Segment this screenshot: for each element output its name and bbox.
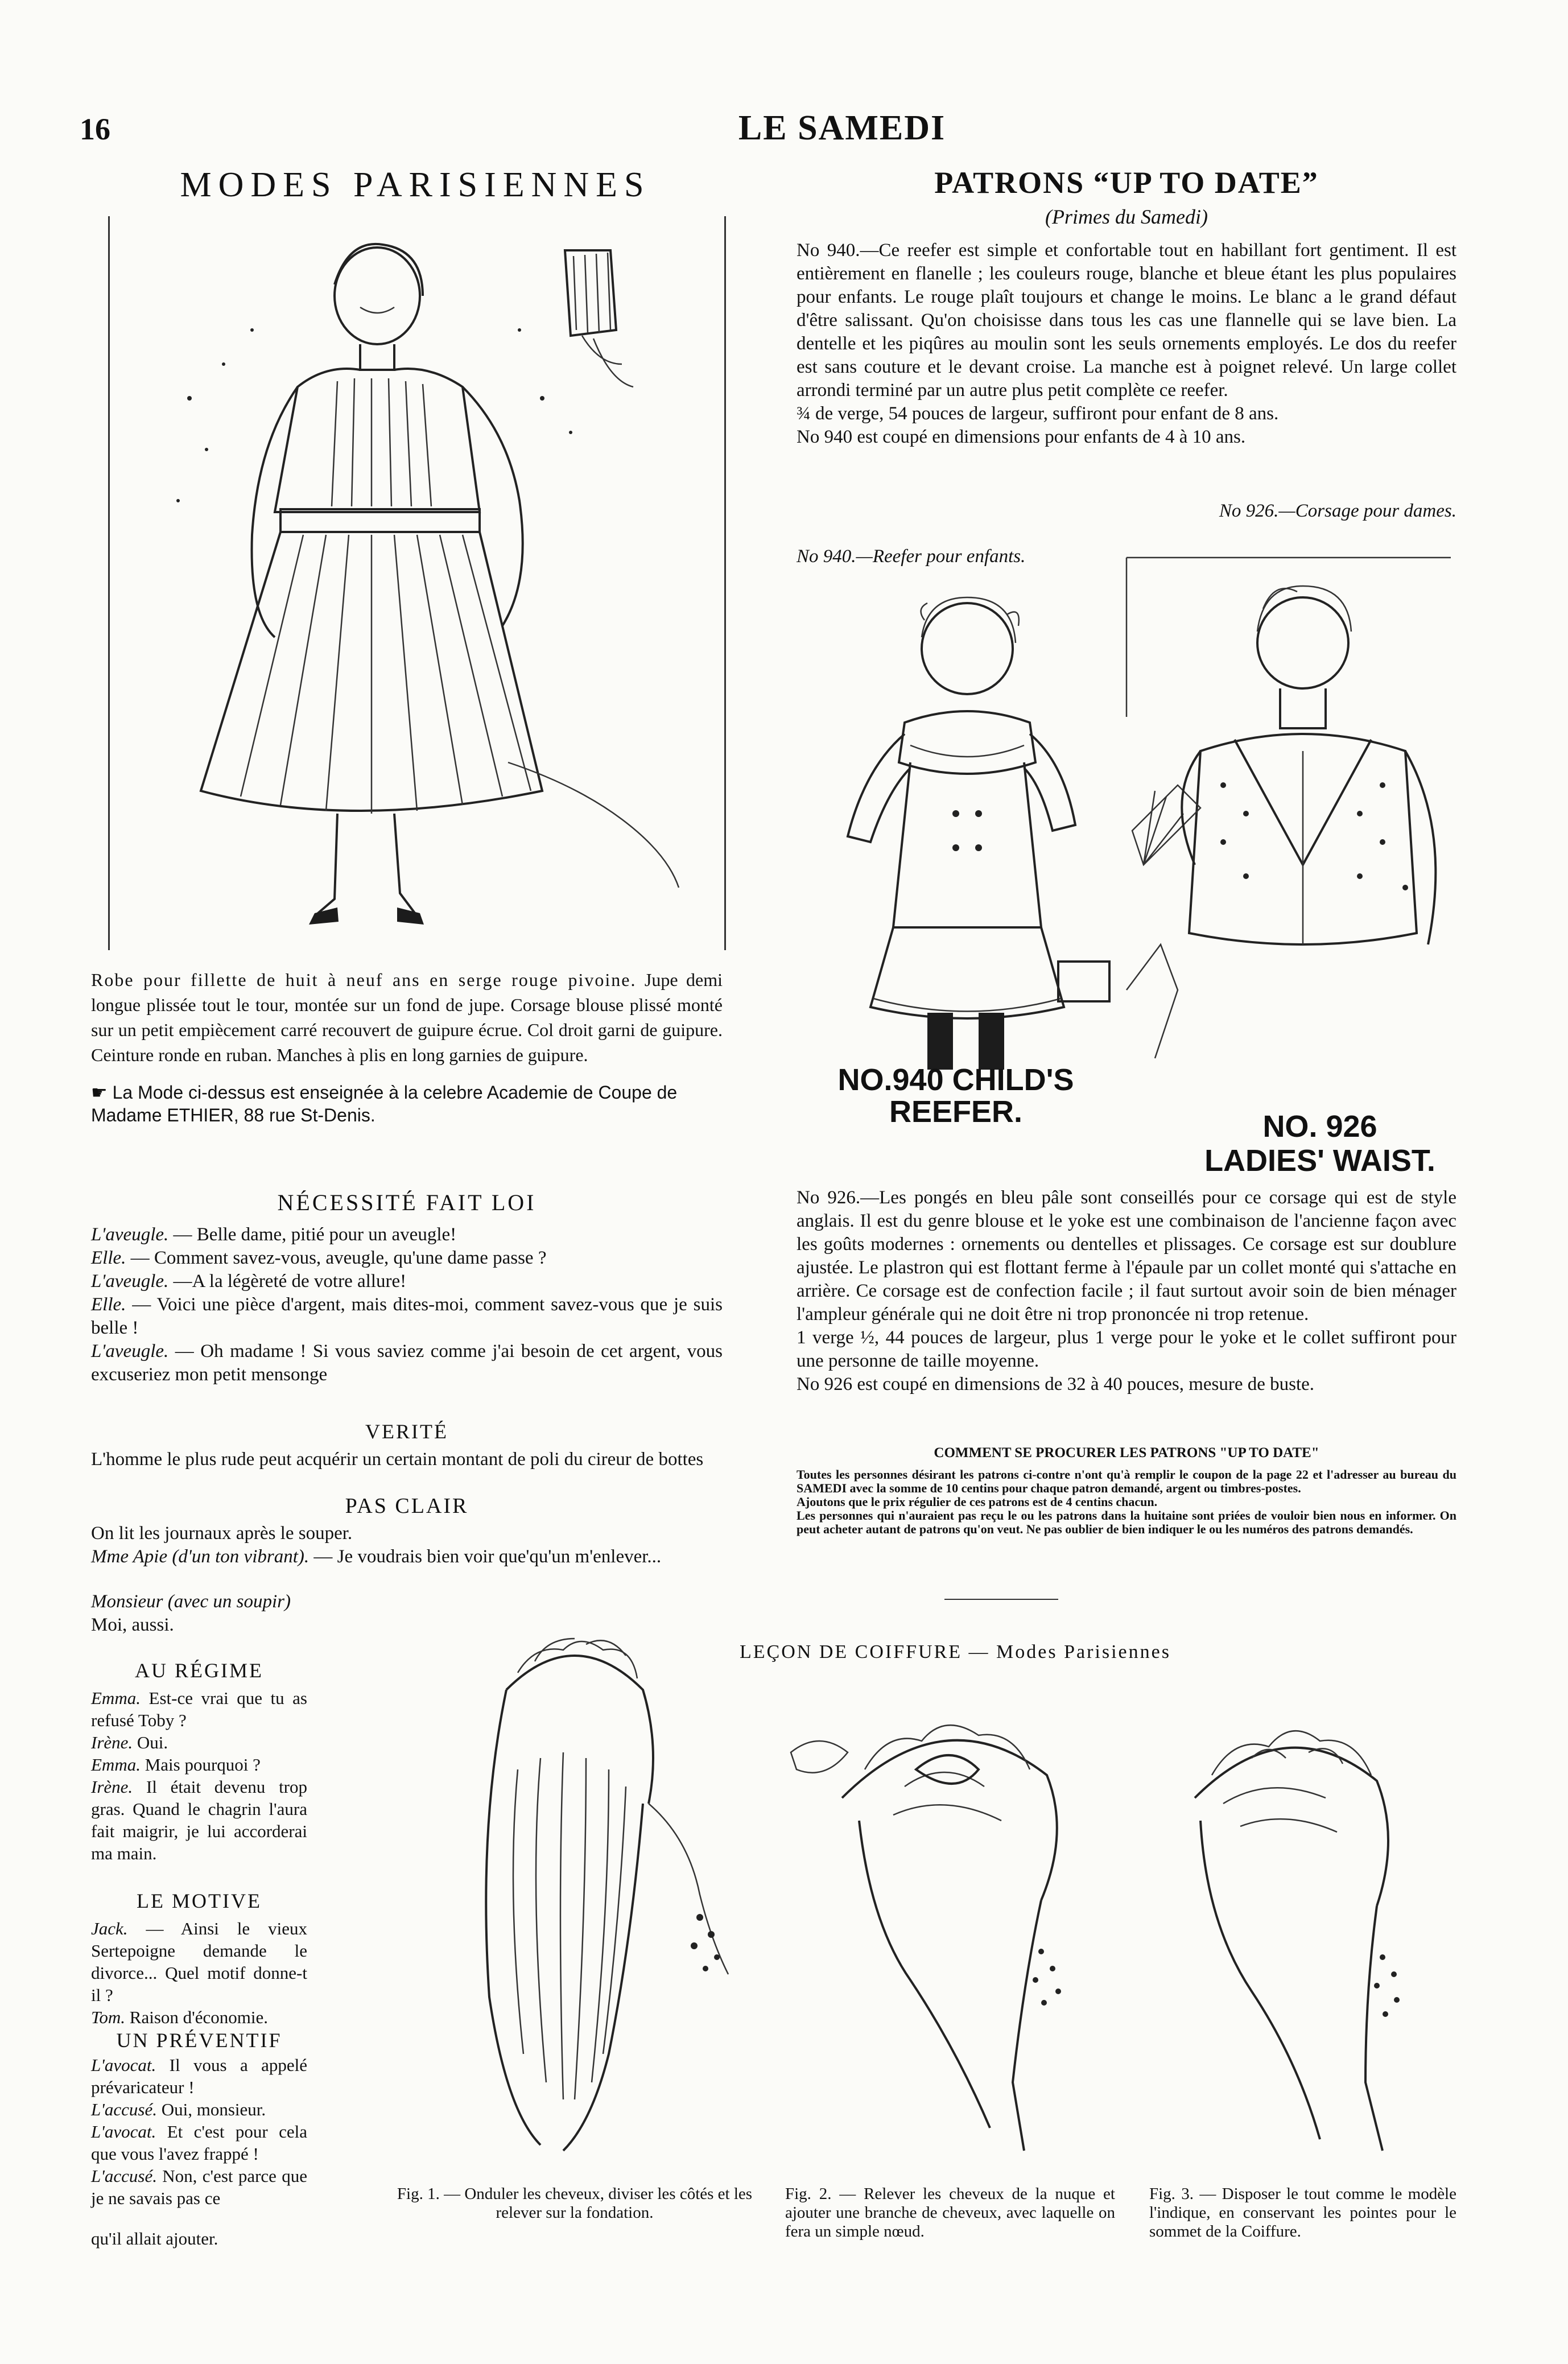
dialogue-line: L'accusé. Oui, monsieur. [91,2099,266,2119]
hairstyle-fig3-illustration [1138,1684,1456,2173]
dialogue-line: Emma. Mais pourquoi ? [91,1755,261,1775]
regime-title: AU RÉGIME [135,1659,263,1682]
child-reefer-caption [808,1064,1104,1128]
dialogue-line: Elle. — Voici une pièce d'argent, mais dites-moi, comment savez-vous que je suis belle ! [91,1294,723,1338]
preventif-dialogue [91,2054,307,2209]
patron-940-yardage: ¾ de verge, 54 pouces de largeur, suffiront pour enfant de 8 ans. [797,403,1279,424]
dialogue-line: On lit les journaux après le souper. [91,1523,353,1544]
ladies-caption-line2: LADIES' WAIST. [1204,1144,1435,1178]
fig3-caption: Fig. 3. — Disposer le tout comme le modèle l'indique, en conservant les pointes pour le sommet de la Coiffure. [1149,2185,1456,2241]
ladies-waist-caption [1172,1109,1468,1178]
ethier-note-text: La Mode ci-dessus est enseignée à la celebre Academie de Coupe de Madame ETHIER, 88 rue St-Denis. [91,1082,678,1125]
comment-paragraph-1: Toutes les personnes désirant les patrons ci-contre n'ont qu'à remplir le coupon de la page 22 et l'adresser au bureau du SAMEDI avec la somme de 10 centins pour chaque patron demandé, argent ou timbres-postes. [797,1467,1456,1495]
patron-940-sizes: No 940 est coupé en dimensions pour enfants de 4 à 10 ans. [797,427,1246,447]
comment-paragraph-2: Ajoutons que le prix régulier de ces patrons est de 4 centins chacun. [797,1495,1158,1509]
regime-dialogue [91,1687,307,1864]
verite-text: L'homme le plus rude peut acquérir un certain montant de poli du cireur de bottes [91,1449,704,1470]
dialogue-line: L'aveugle. — Oh madame ! Si vous saviez comme j'ai besoin de cet argent, vous excuseriez mon petit mensonge [91,1341,723,1385]
pas-clair-ending: Monsieur (avec un soupir) Moi, aussi. [91,1591,291,1635]
modes-caption [91,967,723,1067]
dialogue-line: L'avocat. Et c'est pour cela que vous l'avez frappé ! [91,2122,307,2164]
modes-caption-body: Jupe demi longue plissée tout le tour, montée sur un fond de jupe. Corsage blouse plissé monté sur un petit empiècement carré recouvert de guipure écrue. Col droit garni de guipure. Ceinture ronde en ruban. Manches à plis en long garnies de guipure. [91,969,723,1065]
patron-940-description [797,239,1456,449]
dialogue-line: Tom. Raison d'économie. [91,2007,268,2027]
dialogue-line: Irène. Il était devenu trop gras. Quand le chagrin l'aura fait maigrir, je lui accorderai ma main. [91,1777,308,1863]
patron-926-sizes: No 926 est coupé en dimensions de 32 à 40 pouces, mesure de buste. [797,1374,1315,1395]
dialogue-line: Irène. Oui. [91,1732,168,1752]
necessite-dialogue [91,1223,723,1387]
modes-caption-lead: Robe pour fillette de huit à neuf ans en serge rouge pivoine. [91,969,637,990]
patron-940-label: No 940.—Reefer pour enfants. [797,546,1026,567]
dialogue-line: Mme Apie (d'un ton vibrant). — Je voudrais bien voir que'qu'un m'enlever... [91,1546,662,1567]
patron-926-text: No 926.—Les pongés en bleu pâle sont conseillés pour ce corsage qui est de style anglais. Il est du genre blouse et le yoke est une combinaison de l'ancienne façon avec les goûts modernes : ornements ou dentelles et plissages. Ce corsage est sur doublure ajustée. Le plastron qui est flottant ferme à l'épaule par un collet monté qui s'attache en arrière. Ce corsage est de confection facile ; il faut surtout avoir soin de bien ménager l'ampleur générale qui ne doit être ni trop prononcée ni trop retenue. [797,1187,1456,1325]
ethier-note [91,1081,723,1127]
child-caption-line1: NO.940 CHILD'S [837,1063,1074,1097]
lecon-title: LEÇON DE COIFFURE — Modes Parisiennes [740,1641,1171,1662]
preventif-title: UN PRÉVENTIF [116,2029,282,2052]
section-divider [944,1599,1058,1600]
patron-926-label: No 926.—Corsage pour dames. [1219,501,1456,521]
masthead: LE SAMEDI [738,109,946,147]
patron-926-yardage: 1 verge ½, 44 pouces de largeur, plus 1 verge pour le yoke et le collet suffiront pour une personne de taille moyenne. [797,1327,1456,1371]
child-caption-line2: REEFER. [889,1095,1023,1129]
patron-940-text: No 940.—Ce reefer est simple et confortable tout en habillant fort gentiment. Il est entièrement en flanelle ; les couleurs rouge, blanche et bleue étant les plus populaires pour enfants. Le rouge plaît toujours et change le moins. Le blanc a le grand défaut d'être salissant. Qu'on choisisse dans tous les cas une flannelle qui se lave bien. La dentelle et les piqûres au moulin sont les seuls ornements employés. Le dos du reefer est sans couture et le devant croise. La manche est à poignet relevé. Un large collet arrondi terminé par un autre plus petit complète ce reefer. [797,240,1456,401]
pas-clair-title: PAS CLAIR [345,1494,469,1518]
girl-dress-illustration [108,216,726,950]
dialogue-line: Jack. — Ainsi le vieux Sertepoigne demande le divorce... Quel motif donne-t il ? [91,1919,307,2005]
fig1-caption: Fig. 1. — Onduler les cheveux, diviser les côtés et les relever sur la fondation. [397,2185,753,2222]
comment-body [797,1468,1456,1536]
dialogue-line: L'accusé. Non, c'est parce que je ne savais pas ce [91,2166,307,2208]
page-number: 16 [80,112,110,146]
hairstyle-fig1-illustration [393,1599,757,2173]
dialogue-line: Emma. Est-ce vrai que tu as refusé Toby ? [91,1688,307,1730]
dialogue-line: L'aveugle. —A la légèreté de votre allure! [91,1271,407,1292]
pas-clair-dialogue [91,1522,723,1569]
motive-title: LE MOTIVE [137,1889,262,1912]
ladies-waist-illustration [1109,546,1456,1081]
patrons-subtitle: (Primes du Samedi) [1045,205,1208,228]
child-reefer-illustration [808,575,1127,1087]
pointing-hand-icon: ☛ [91,1082,113,1103]
fig2-caption: Fig. 2. — Relever les cheveux de la nuque et ajouter une branche de cheveux, avec laquelle on fera un simple nœud. [785,2185,1115,2241]
motive-dialogue [91,1917,307,2028]
modes-title: MODES PARISIENNES [180,166,651,204]
ladies-caption-line1: NO. 926 [1262,1109,1377,1144]
verite-title: VERITÉ [365,1420,448,1443]
necessite-title: NÉCESSITÉ FAIT LOI [277,1190,537,1215]
patron-926-description [797,1186,1456,1396]
hairstyle-fig2-illustration [774,1684,1127,2173]
patrons-title: PATRONS “UP TO DATE” [934,166,1319,200]
comment-paragraph-3: Les personnes qui n'auraient pas reçu le ou les patrons dans la huitaine sont priées de vouloir bien nous en informer. On peut acheter autant de patrons qu'on veut. Ne pas oublier de bien indiquer le ou les numéros des patrons demandés. [797,1508,1456,1536]
dialogue-line: Elle. — Comment savez-vous, aveugle, qu'une dame passe ? [91,1248,547,1268]
comment-title: COMMENT SE PROCURER LES PATRONS "UP TO DATE" [934,1445,1319,1461]
dialogue-line: L'aveugle. — Belle dame, pitié pour un aveugle! [91,1224,457,1245]
preventif-ending: qu'il allait ajouter. [91,2229,218,2249]
dialogue-line: L'avocat. Il vous a appelé prévaricateur ! [91,2055,308,2097]
